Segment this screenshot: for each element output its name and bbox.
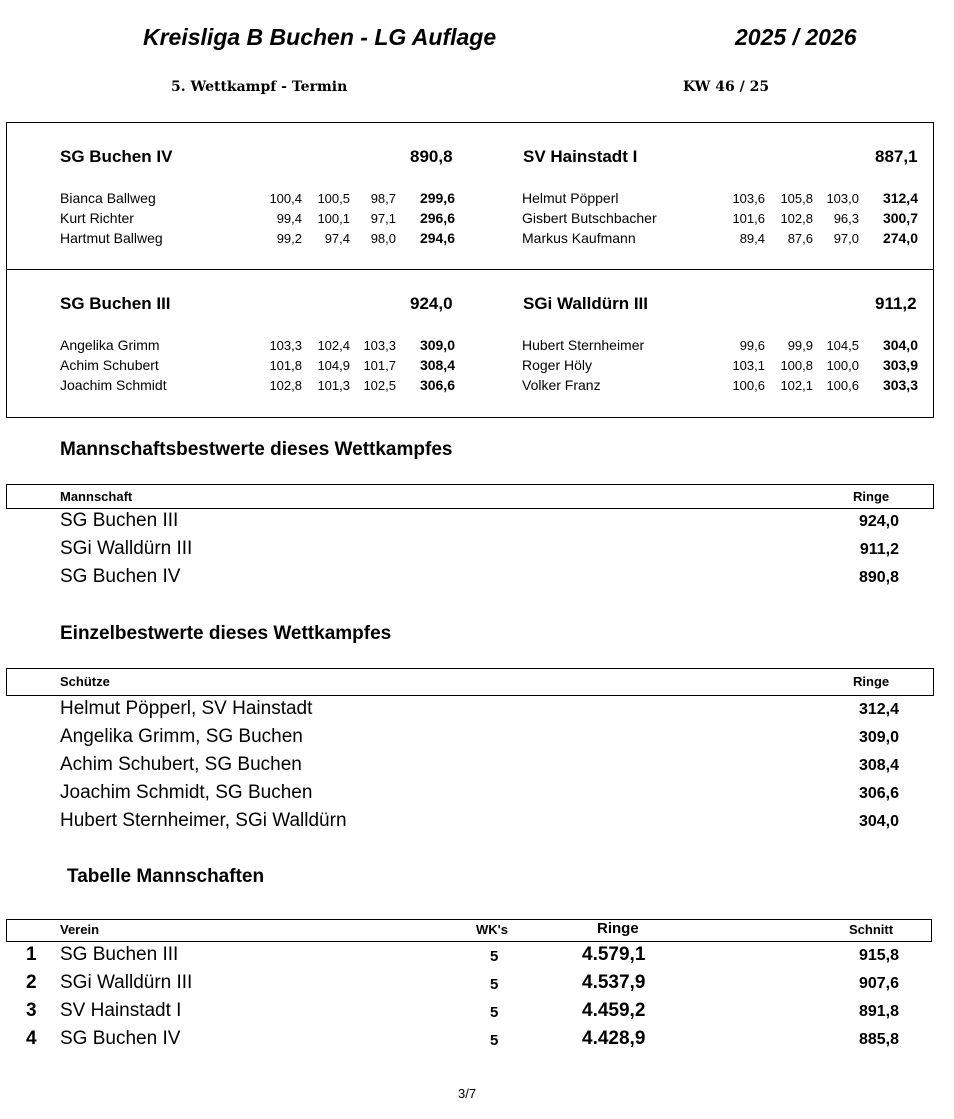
standings-avg: 891,8 <box>858 1003 899 1020</box>
shooter-total: 299,6 <box>419 190 455 206</box>
series-score: 87,6 <box>787 231 813 246</box>
standings-col-rings: Ringe <box>597 920 639 937</box>
series-score: 100,6 <box>826 378 859 393</box>
team-total: 911,2 <box>875 294 917 313</box>
shooter-total: 312,4 <box>882 190 918 206</box>
shooter-name: Markus Kaufmann <box>522 230 636 246</box>
series-score: 99,2 <box>276 231 302 246</box>
team-best-name: SG Buchen IV <box>60 566 181 587</box>
shooter-total: 306,6 <box>419 377 455 393</box>
team-best-col-team: Mannschaft <box>60 489 133 504</box>
individual-best-value: 312,4 <box>858 701 899 718</box>
standings-rings: 4.537,9 <box>582 972 646 993</box>
individual-best-name: Joachim Schmidt, SG Buchen <box>60 782 313 803</box>
team-total: 887,1 <box>875 147 918 166</box>
individual-best-col-shooter: Schütze <box>60 674 110 689</box>
series-score: 98,0 <box>370 231 396 246</box>
series-score: 102,4 <box>317 338 350 353</box>
page-title: Kreisliga B Buchen - LG Auflage <box>143 24 497 50</box>
team-best-name: SGi Walldürn III <box>60 538 193 559</box>
individual-best-value: 309,0 <box>858 729 899 746</box>
standings-heading: Tabelle Mannschaften <box>67 866 265 887</box>
season: 2025 / 2026 <box>735 24 857 50</box>
standings-club: SV Hainstadt I <box>60 1000 182 1021</box>
standings-rings: 4.579,1 <box>582 944 646 965</box>
series-score: 98,7 <box>370 191 396 206</box>
standings-rank: 2 <box>26 972 37 993</box>
individual-best-col-rings: Ringe <box>853 674 890 689</box>
standings-rings: 4.459,2 <box>582 1000 646 1021</box>
standings-col-wk: WK's <box>476 922 508 937</box>
shooter-total: 294,6 <box>419 230 455 246</box>
team-name: SGi Walldürn III <box>523 294 648 313</box>
series-score: 102,5 <box>363 378 396 393</box>
individual-best-name: Helmut Pöpperl, SV Hainstadt <box>60 698 313 719</box>
team-name: SG Buchen IV <box>60 147 173 166</box>
series-score: 103,0 <box>826 191 859 206</box>
series-score: 89,4 <box>739 231 765 246</box>
shooter-total: 303,3 <box>882 377 918 393</box>
team-total: 890,8 <box>410 147 453 166</box>
shooter-name: Hartmut Ballweg <box>60 230 163 246</box>
team-total: 924,0 <box>410 294 453 313</box>
series-score: 97,0 <box>833 231 859 246</box>
series-score: 101,8 <box>269 358 302 373</box>
shooter-name: Angelika Grimm <box>60 337 160 353</box>
shooter-name: Bianca Ballweg <box>60 190 156 206</box>
series-score: 102,8 <box>269 378 302 393</box>
standings-club: SGi Walldürn III <box>60 972 193 993</box>
series-score: 96,3 <box>833 211 859 226</box>
calendar-week: KW 46 / 25 <box>683 79 770 95</box>
series-score: 103,3 <box>363 338 396 353</box>
series-score: 102,8 <box>780 211 813 226</box>
series-score: 101,7 <box>363 358 396 373</box>
team-best-header-row <box>6 484 934 509</box>
shooter-total: 308,4 <box>419 357 455 373</box>
standings-col-avg: Schnitt <box>849 922 894 937</box>
standings-avg: 885,8 <box>858 1031 899 1048</box>
shooter-total: 309,0 <box>419 337 455 353</box>
series-score: 103,1 <box>732 358 765 373</box>
series-score: 102,1 <box>780 378 813 393</box>
series-score: 103,6 <box>732 191 765 206</box>
series-score: 99,6 <box>739 338 765 353</box>
standings-avg: 915,8 <box>858 947 899 964</box>
series-score: 97,4 <box>324 231 350 246</box>
individual-best-value: 304,0 <box>858 813 899 830</box>
series-score: 99,4 <box>276 211 302 226</box>
series-score: 100,6 <box>732 378 765 393</box>
shooter-total: 300,7 <box>882 210 918 226</box>
page-number: 3/7 <box>458 1086 477 1101</box>
shooter-total: 296,6 <box>419 210 455 226</box>
team-best-heading: Mannschaftsbestwerte dieses Wettkampfes <box>60 439 453 460</box>
shooter-name: Achim Schubert <box>60 357 159 373</box>
shooter-name: Joachim Schmidt <box>60 377 167 393</box>
series-score: 105,8 <box>780 191 813 206</box>
standings-club: SG Buchen IV <box>60 1028 181 1049</box>
team-best-value: 911,2 <box>859 541 899 558</box>
shooter-total: 303,9 <box>882 357 918 373</box>
team-best-name: SG Buchen III <box>60 510 179 531</box>
standings-wk: 5 <box>490 976 499 993</box>
standings-wk: 5 <box>490 1004 499 1021</box>
match-divider <box>6 269 934 270</box>
standings-wk: 5 <box>490 1032 499 1049</box>
competition-label: 5. Wettkampf - Termin <box>171 79 348 95</box>
standings-col-club: Verein <box>60 922 100 937</box>
individual-best-name: Hubert Sternheimer, SGi Walldürn <box>60 810 347 831</box>
shooter-name: Hubert Sternheimer <box>522 337 645 353</box>
standings-rank: 4 <box>26 1028 37 1049</box>
series-score: 97,1 <box>370 211 396 226</box>
standings-avg: 907,6 <box>858 975 899 992</box>
standings-rank: 1 <box>26 944 37 965</box>
series-score: 100,8 <box>780 358 813 373</box>
individual-best-name: Achim Schubert, SG Buchen <box>60 754 302 775</box>
individual-best-value: 308,4 <box>858 757 899 774</box>
series-score: 100,4 <box>269 191 302 206</box>
series-score: 104,5 <box>826 338 859 353</box>
individual-best-header-row <box>6 668 934 696</box>
standings-rings: 4.428,9 <box>582 1028 646 1049</box>
series-score: 103,3 <box>269 338 302 353</box>
standings-header-row <box>6 919 932 942</box>
series-score: 100,0 <box>826 358 859 373</box>
series-score: 104,9 <box>317 358 350 373</box>
series-score: 99,9 <box>787 338 813 353</box>
shooter-name: Gisbert Butschbacher <box>522 210 657 226</box>
individual-best-name: Angelika Grimm, SG Buchen <box>60 726 303 747</box>
shooter-name: Kurt Richter <box>60 210 134 226</box>
team-name: SV Hainstadt I <box>523 147 638 166</box>
standings-rank: 3 <box>26 1000 37 1021</box>
standings-wk: 5 <box>490 948 499 965</box>
individual-best-value: 306,6 <box>858 785 899 802</box>
team-best-value: 890,8 <box>858 569 899 586</box>
series-score: 100,5 <box>317 191 350 206</box>
shooter-total: 274,0 <box>882 230 918 246</box>
standings-club: SG Buchen III <box>60 944 179 965</box>
team-best-value: 924,0 <box>858 513 899 530</box>
shooter-name: Volker Franz <box>522 377 601 393</box>
series-score: 101,6 <box>732 211 765 226</box>
individual-best-heading: Einzelbestwerte dieses Wettkampfes <box>60 623 392 644</box>
shooter-total: 304,0 <box>882 337 918 353</box>
team-best-col-rings: Ringe <box>853 489 890 504</box>
series-score: 100,1 <box>317 211 350 226</box>
shooter-name: Roger Höly <box>522 357 593 373</box>
team-name: SG Buchen III <box>60 294 171 313</box>
shooter-name: Helmut Pöpperl <box>522 190 619 206</box>
series-score: 101,3 <box>317 378 350 393</box>
